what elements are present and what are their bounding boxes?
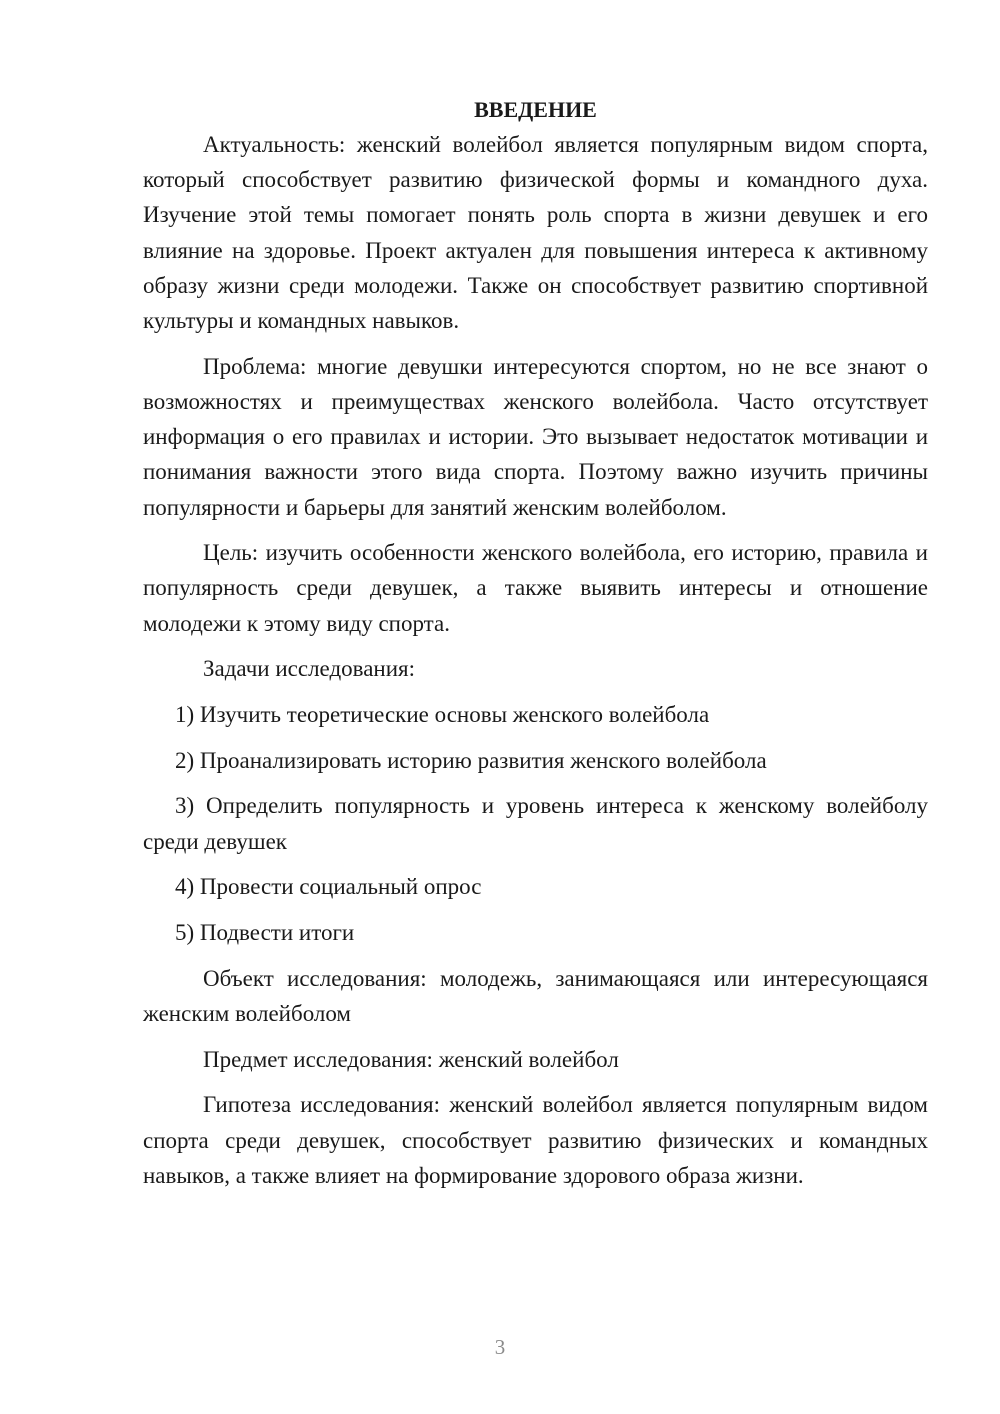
research-subject-paragraph: Предмет исследования: женский волейбол	[203, 1046, 619, 1072]
task-item-2: 2) Проанализировать историю развития женского волейбола	[175, 747, 767, 773]
goal-paragraph: Цель: изучить особенности женского волейбола, его историю, правила и популярность среди девушек, а также выявить интересы и отношение молодежи к этому виду спорта.	[143, 540, 928, 636]
hypothesis-paragraph: Гипотеза исследования: женский волейбол является популярным видом спорта среди девушек, способствует развитию физических и командных навыков, а также влияет на формирование здорового образа жизни.	[143, 1092, 928, 1188]
task-item-5: 5) Подвести итоги	[175, 920, 355, 946]
page-number: 3	[494, 1335, 506, 1359]
task-item-1: 1) Изучить теоретические основы женского волейбола	[175, 702, 710, 728]
tasks-heading: Задачи исследования:	[203, 656, 416, 682]
page-content	[143, 92, 928, 1193]
task-item-4: 4) Провести социальный опрос	[175, 874, 482, 900]
problem-paragraph: Проблема: многие девушки интересуются спортом, но не все знают о возможностях и преимуществах женского волейбола. Часто отсутствует информация о его правилах и истории. Это вызывает недостаток мотивации и понимания важности этого вида спорта. Поэтому важно изучить причины популярности и барьеры для занятий женским волейболом.	[143, 353, 928, 520]
task-item-3: 3) Определить популярность и уровень интереса к женскому волейболу среди девушек	[143, 793, 928, 854]
relevance-paragraph: Актуальность: женский волейбол является популярным видом спорта, который способствует развитию физической формы и командного духа. Изучение этой темы помогает понять роль спорта в жизни девушек и его влияние на здоровье. Проект актуален для повышения интереса к активному образу жизни среди молодежи. Также он способствует развитию спортивной культуры и командных навыков.	[143, 132, 928, 334]
section-title: ВВЕДЕНИЕ	[474, 97, 597, 122]
research-object-paragraph: Объект исследования: молодежь, занимающаяся или интересующаяся женским волейболом	[143, 965, 928, 1026]
